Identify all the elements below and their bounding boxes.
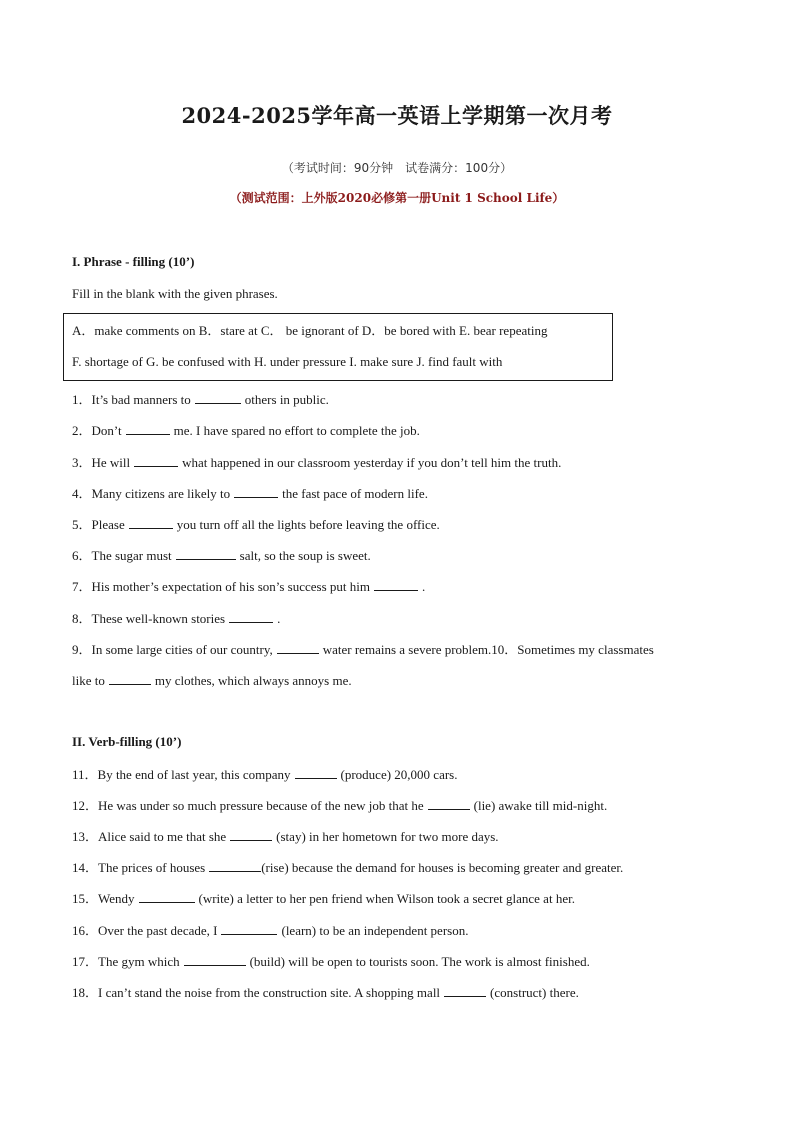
question-item: 9．In some large cities of our country, water remains a severe problem.10．Sometimes my classmates [72,642,654,657]
answer-blank[interactable] [234,485,278,498]
question-item: 7．His mother’s expectation of his son’s success put him . [72,579,426,594]
question-item: 15．Wendy (write) a letter to her pen friend when Wilson took a secret glance at her. [72,891,575,906]
section-2-heading: II. Verb-filling (10’) [72,734,182,749]
answer-blank[interactable] [195,391,241,404]
question-item: 3．He will what happened in our classroom yesterday if you don’t tell him the truth. [72,455,562,470]
answer-blank[interactable] [374,578,418,591]
question-item: 5．Please you turn off all the lights before leaving the office. [72,517,440,532]
answer-blank[interactable] [109,672,151,685]
question-item: 6．The sugar must salt, so the soup is sweet. [72,548,371,563]
answer-blank[interactable] [139,890,195,903]
question-item: 4．Many citizens are likely to the fast pace of modern life. [72,486,428,501]
section-1-instruction: Fill in the blank with the given phrases. [72,286,278,301]
answer-blank[interactable] [134,454,178,467]
answer-blank[interactable] [126,422,170,435]
exam-info: （考试时间：90分钟 试卷满分：100分） [281,161,513,175]
answer-blank[interactable] [129,516,173,529]
exam-scope: （测试范围：上外版2020必修第一册Unit 1 School Life） [229,191,565,205]
answer-blank[interactable] [221,922,277,935]
answer-blank[interactable] [277,641,319,654]
question-item: 11．By the end of last year, this company (produce) 20,000 cars. [72,767,458,782]
answer-blank[interactable] [184,953,246,966]
question-item: 8．These well-known stories . [72,611,281,626]
phrase-options-line-2: F. shortage of G. be confused with H. under pressure I. make sure J. find fault with [72,354,503,369]
answer-blank[interactable] [176,547,236,560]
question-item: 2．Don’t me. I have spared no effort to complete the job. [72,423,420,438]
question-item: like to my clothes, which always annoys me. [72,673,352,688]
question-item: 13．Alice said to me that she (stay) in her hometown for two more days. [72,829,499,844]
answer-blank[interactable] [444,984,486,997]
question-item: 16．Over the past decade, I (learn) to be an independent person. [72,923,469,938]
question-item: 17．The gym which (build) will be open to tourists soon. The work is almost finished. [72,954,590,969]
answer-blank[interactable] [230,828,272,841]
page-title: 2024-2025学年高一英语上学期第一次月考 [181,103,613,128]
question-item: 14．The prices of houses (rise) because the demand for houses is becoming greater and greater. [72,860,624,875]
answer-blank[interactable] [428,797,470,810]
answer-blank[interactable] [295,766,337,779]
answer-blank[interactable] [229,610,273,623]
question-item: 1．It’s bad manners to others in public. [72,392,329,407]
question-item: 12．He was under so much pressure because of the new job that he (lie) awake till mid-night. [72,798,608,813]
answer-blank[interactable] [209,859,261,872]
phrase-options-box [63,313,613,381]
question-item: 18．I can’t stand the noise from the construction site. A shopping mall (construct) there. [72,985,579,1000]
phrase-options-line-1: A．make comments on B．stare at C． be ignorant of D．be bored with E. bear repeating [72,323,548,338]
section-1-heading: I. Phrase - filling (10’) [72,254,195,269]
